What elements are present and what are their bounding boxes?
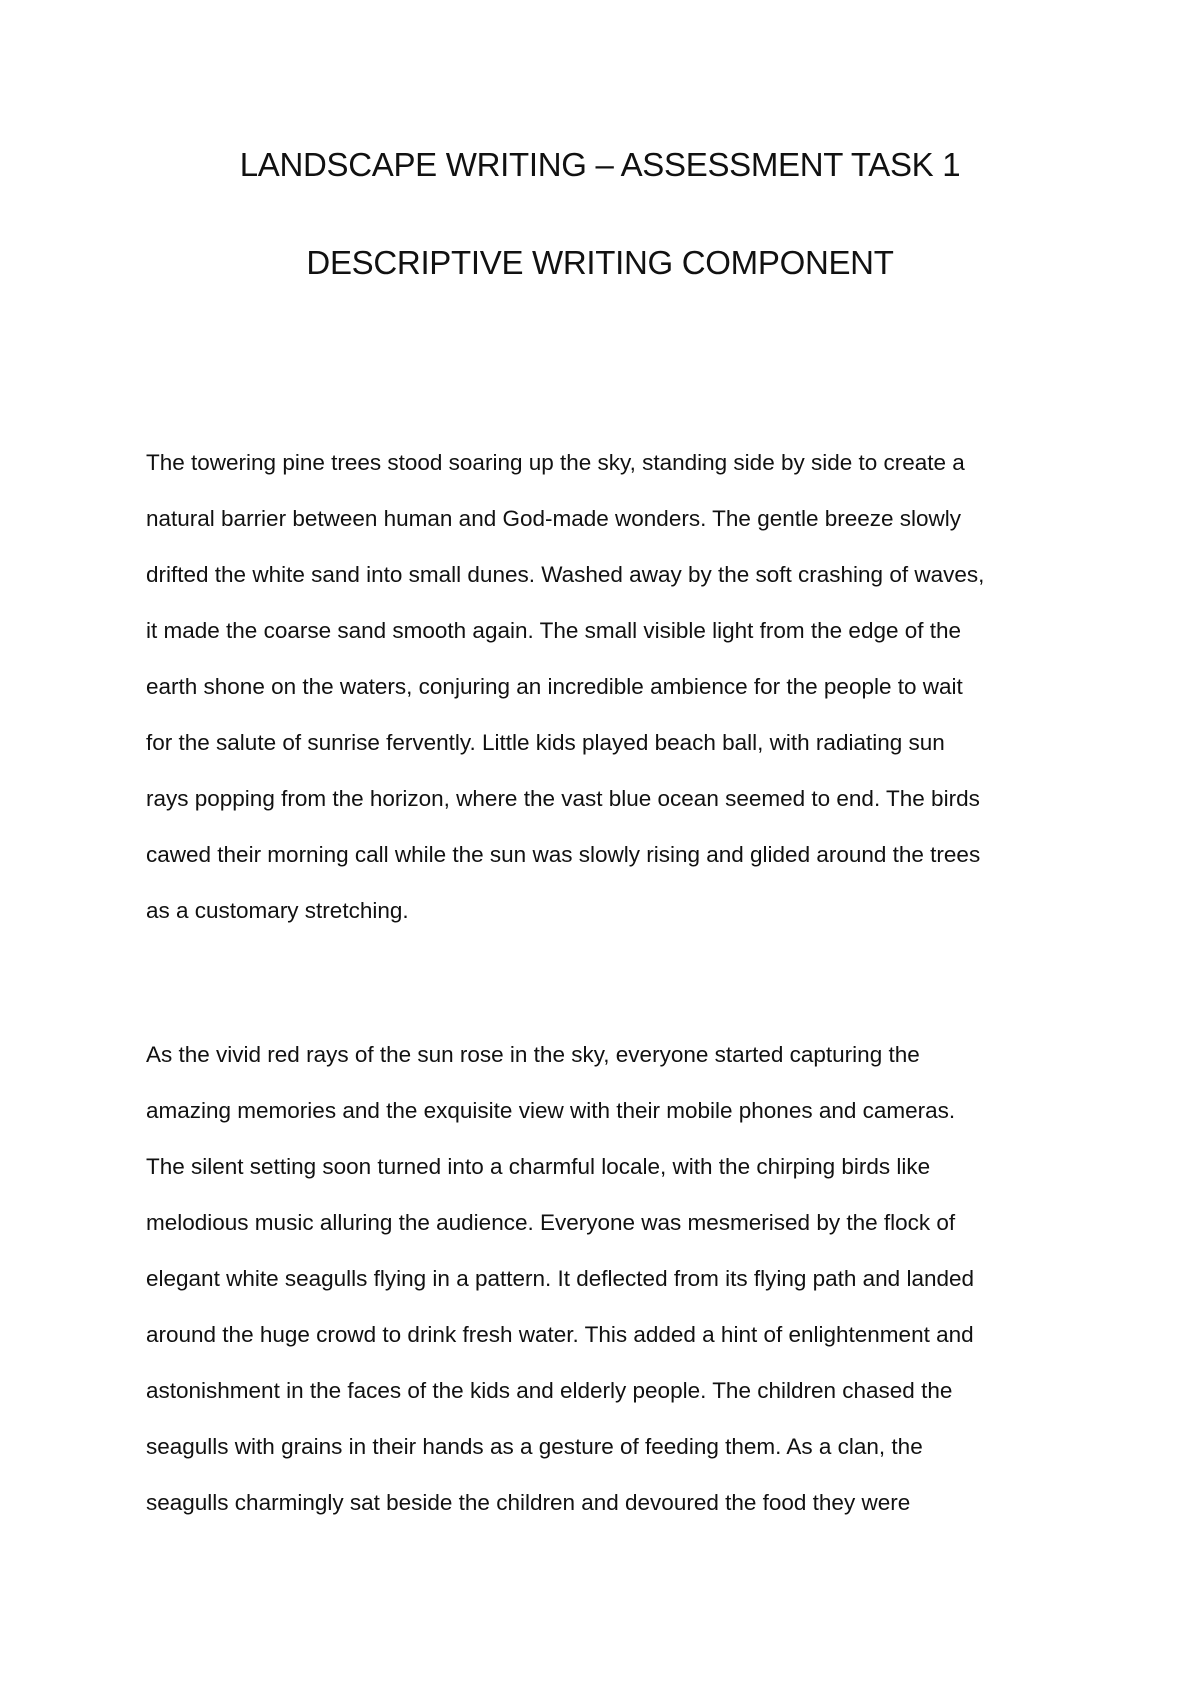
paragraph-line: cawed their morning call while the sun was slowly rising and glided around the trees [146, 842, 981, 867]
paragraph-line: earth shone on the waters, conjuring an incredible ambience for the people to wait [146, 674, 963, 699]
paragraph-line: The towering pine trees stood soaring up the sky, standing side by side to create a [146, 450, 965, 475]
paragraph-line: for the salute of sunrise fervently. Little kids played beach ball, with radiating sun [146, 730, 945, 755]
paragraph-line: natural barrier between human and God-made wonders. The gentle breeze slowly [146, 506, 962, 531]
paragraph-line: as a customary stretching. [146, 898, 409, 923]
paragraph-line: seagulls charmingly sat beside the children and devoured the food they were [146, 1490, 911, 1515]
paragraph-line: it made the coarse sand smooth again. The small visible light from the edge of the [146, 618, 962, 643]
paragraph-line: The silent setting soon turned into a charmful locale, with the chirping birds like [146, 1154, 931, 1179]
paragraph-line: amazing memories and the exquisite view with their mobile phones and cameras. [146, 1098, 956, 1123]
paragraph-line: melodious music alluring the audience. Everyone was mesmerised by the flock of [146, 1210, 956, 1235]
paragraph-line: As the vivid red rays of the sun rose in the sky, everyone started capturing the [146, 1042, 920, 1067]
paragraph-line: drifted the white sand into small dunes. Washed away by the soft crashing of waves, [146, 562, 985, 587]
paragraph-line: seagulls with grains in their hands as a gesture of feeding them. As a clan, the [146, 1434, 923, 1459]
document-title: LANDSCAPE WRITING – ASSESSMENT TASK 1 [239, 146, 961, 183]
document-subtitle: DESCRIPTIVE WRITING COMPONENT [306, 244, 894, 281]
paragraph-line: elegant white seagulls flying in a pattern. It deflected from its flying path and landed [146, 1266, 975, 1291]
paragraph-line: around the huge crowd to drink fresh water. This added a hint of enlightenment and [146, 1322, 974, 1347]
paragraph-line: astonishment in the faces of the kids and elderly people. The children chased the [146, 1378, 953, 1403]
paragraph-line: rays popping from the horizon, where the vast blue ocean seemed to end. The birds [146, 786, 980, 811]
